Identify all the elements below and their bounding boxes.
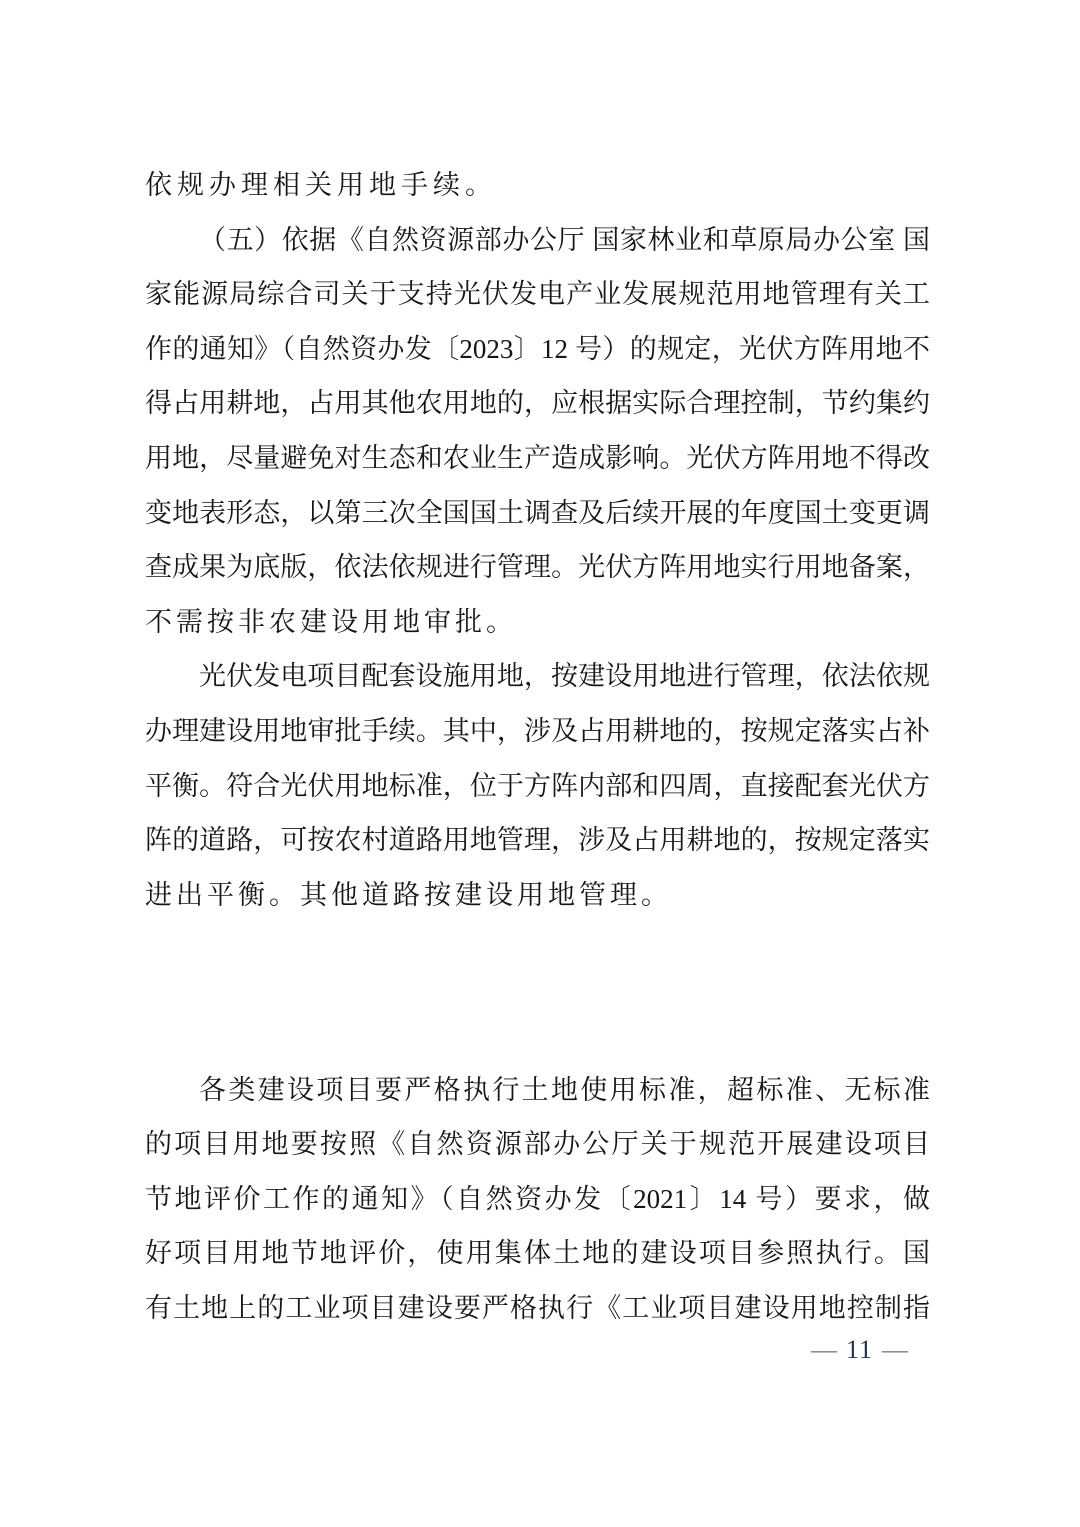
text-line: 好项目用地节地评价，使用集体土地的建设项目参照执行。国 [145,1238,930,1269]
text-line: 得占用耕地，占用其他农用地的，应根据实际合理控制，节约集约 [145,388,930,419]
text-line: 办理建设用地审批手续。其中，涉及占用耕地的，按规定落实占补 [145,715,930,746]
paragraph-article-body [145,1063,930,1336]
text-line: 的项目用地要按照《自然资源部办公厅关于规范开展建设项目 [145,1129,930,1160]
text-line: （五）依据《自然资源部办公厅 国家林业和草原局办公室 国 [199,224,930,255]
paragraph-clause-five [145,213,930,650]
text-line: 进出平衡。其他道路按建设用地管理。 [145,879,672,910]
text-line: 不需按非农建设用地审批。 [145,606,517,637]
text-line: 有土地上的工业项目建设要严格执行《工业项目建设用地控制指 [145,1292,930,1323]
footer-dash-left: — [810,1335,837,1364]
text-line: 家能源局综合司关于支持光伏发电产业发展规范用地管理有关工 [145,279,930,310]
text-line: 用地，尽量避免对生态和农业生产造成影响。光伏方阵用地不得改 [145,442,930,473]
chapter-heading [145,934,930,989]
paragraph-supporting-facilities [145,649,930,922]
text-line: 各类建设项目要严格执行土地使用标准，超标准、无标准 [199,1074,930,1105]
text-line: 阵的道路，可按农村道路用地管理，涉及占用耕地的，按规定落实 [145,825,930,856]
text-line: 作的通知》（自然资办发〔2023〕12 号）的规定，光伏方阵用地不 [145,333,930,364]
document-content [145,158,930,1335]
article-heading [145,1003,930,1058]
text-line: 依规办理相关用地手续。 [145,170,497,200]
text-line: 平衡。符合光伏用地标准，位于方阵内部和四周，直接配套光伏方 [145,770,930,801]
text-line: 查成果为底版，依法依规进行管理。光伏方阵用地实行用地备案， [145,552,930,583]
page-footer [802,1330,917,1370]
paragraph-continuation [145,158,930,213]
page-number: 11 [845,1335,873,1364]
text-line: 节地评价工作的通知》（自然资办发〔2021〕14 号）要求，做 [145,1183,930,1214]
footer-dash-right: — [882,1335,908,1364]
text-line: 变地表形态，以第三次全国国土调查及后续开展的年度国土变更调 [145,497,930,528]
text-line: 光伏发电项目配套设施用地，按建设用地进行管理，依法依规 [199,661,930,692]
